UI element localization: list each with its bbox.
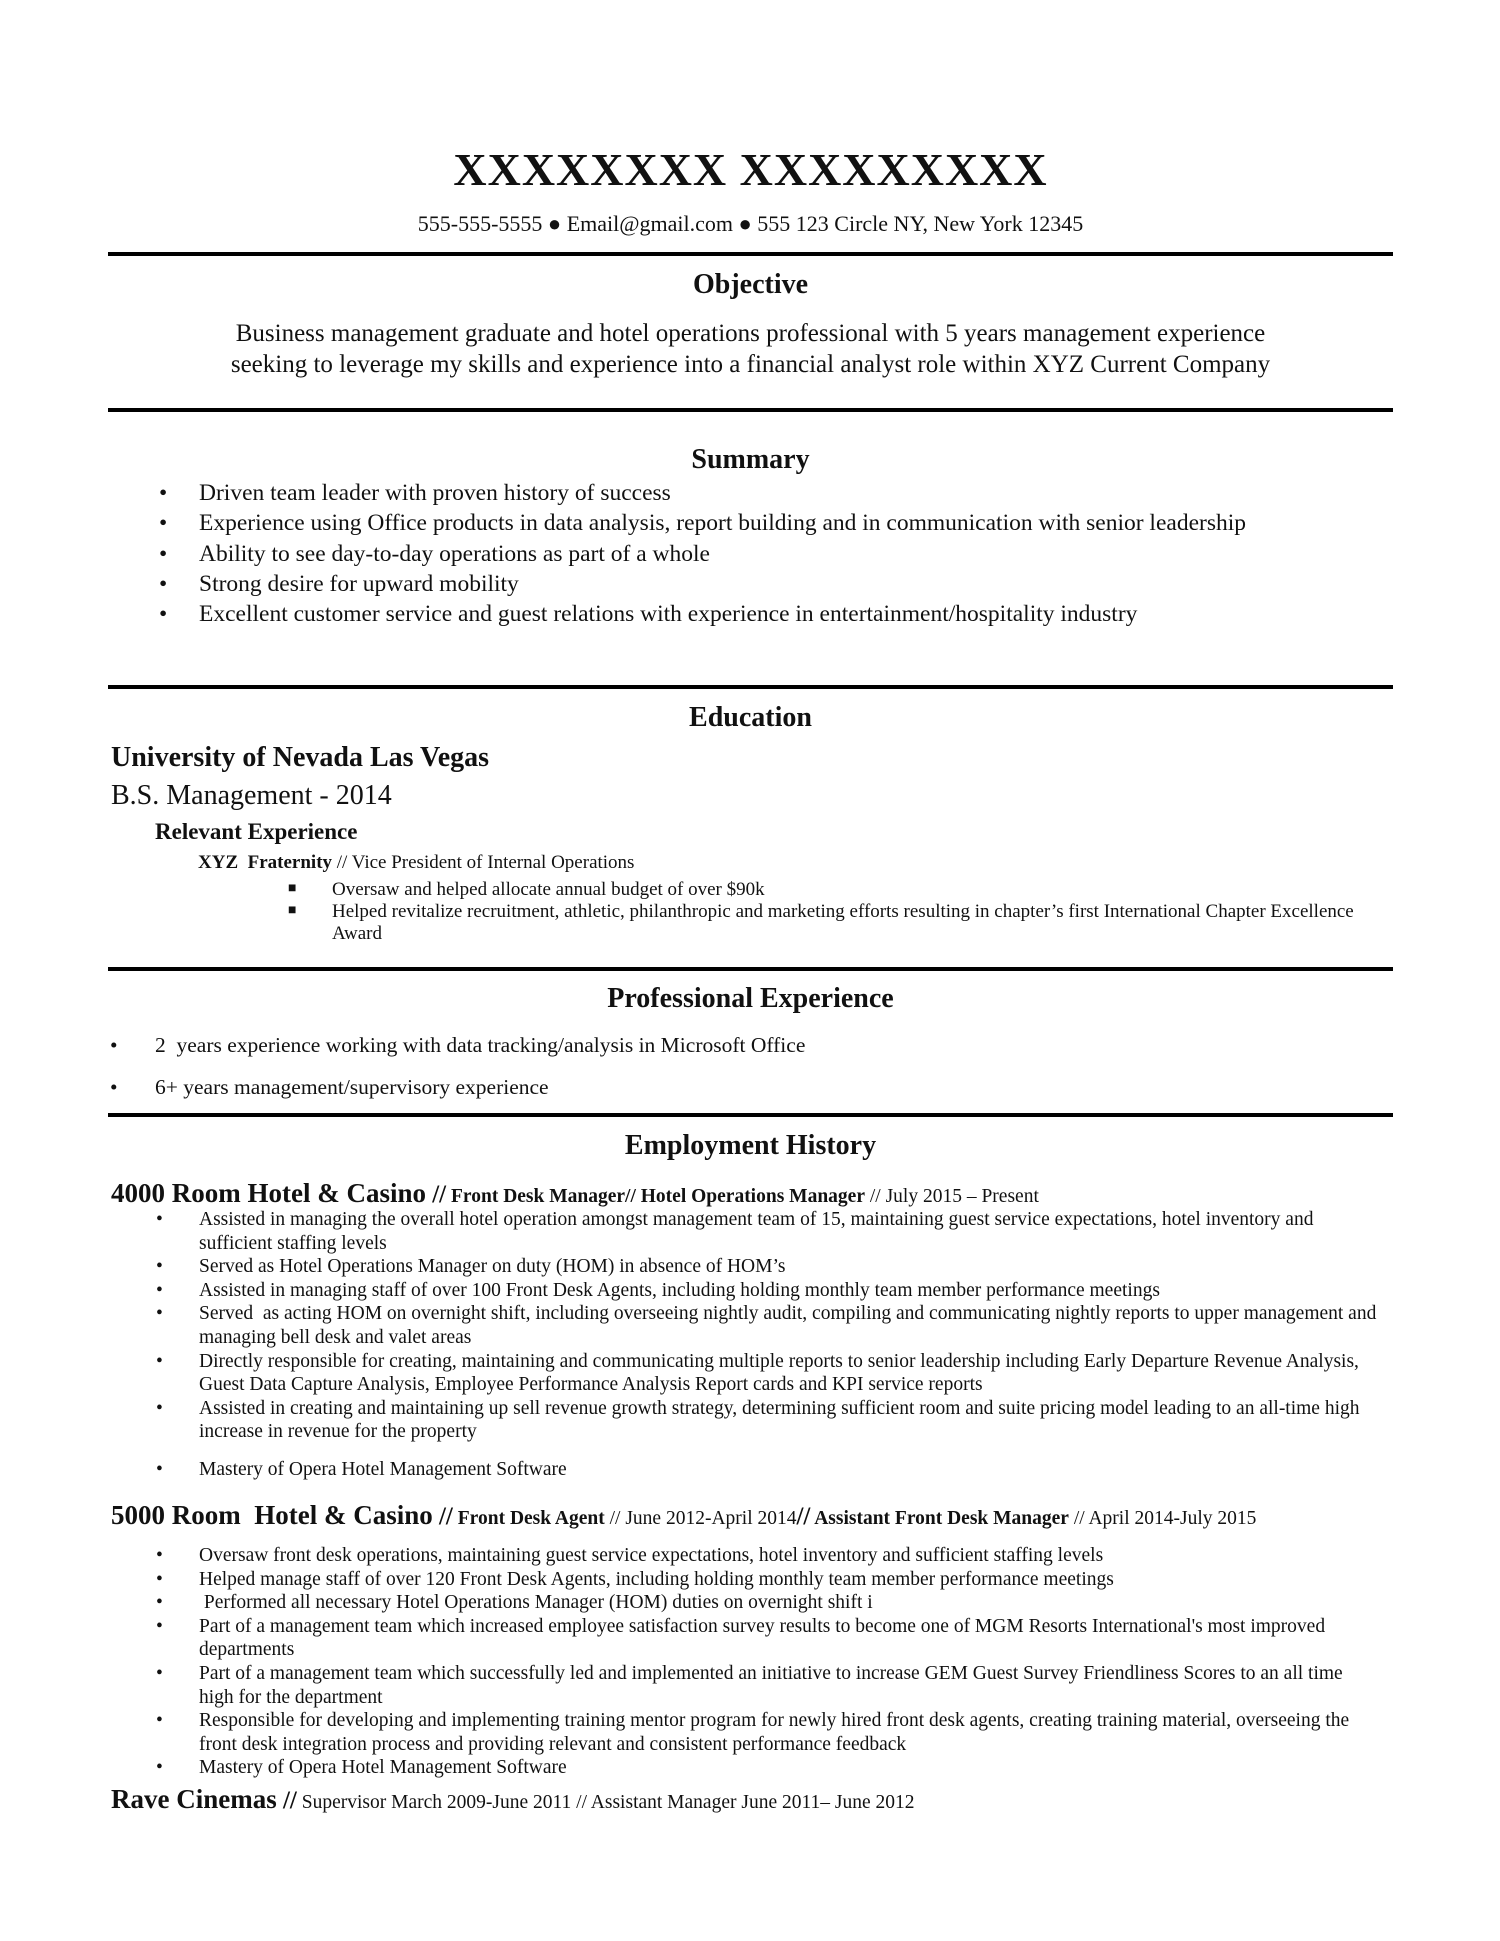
separator: //	[432, 1503, 453, 1530]
list-item	[156, 1544, 1381, 1568]
fraternity-line	[198, 852, 634, 874]
bullet-icon: •	[156, 1757, 163, 1779]
list-item	[156, 1662, 1381, 1709]
candidate-name: XXXXXXXX XXXXXXXXX	[453, 144, 1048, 195]
email: Email@gmail.com	[566, 211, 733, 236]
phone: 555-555-5555	[417, 211, 543, 236]
bullet-icon: •	[159, 480, 168, 506]
bullet-icon: •	[156, 1209, 163, 1230]
bullet-icon: •	[156, 1710, 163, 1732]
list-item-text: Driven team leader with proven history of success	[199, 480, 671, 506]
list-item-text: Responsible for developing and implementing training mentor program for newly hired front desk agents, creating training material, overseeing the front desk integration process and providing relevant and consistent performance feedback	[199, 1710, 1355, 1755]
objective-line: seeking to leverage my skills and experience into a financial analyst role within XYZ Current Company	[230, 351, 1271, 378]
list-item-text: 6+ years management/supervisory experience	[155, 1075, 549, 1099]
job-dates: // July 2015 – Present	[864, 1186, 1039, 1207]
job-header	[111, 1178, 1039, 1212]
list-item	[161, 569, 1381, 599]
job-role: Front Desk Agent	[452, 1508, 605, 1529]
list-item-text: Oversaw and helped allocate annual budget of over $90k	[332, 879, 765, 900]
list-item-text: Performed all necessary Hotel Operations Manager (HOM) duties on overnight shift i	[199, 1592, 873, 1614]
list-item	[161, 539, 1381, 569]
degree: B.S. Management - 2014	[111, 780, 392, 811]
list-item-text: Part of a management team which successfully led and implemented an initiative to increase GEM Guest Survey Friendliness Scores to an all time high for the department	[199, 1662, 1348, 1708]
bullet-icon: •	[110, 1033, 118, 1057]
list-item	[288, 901, 1388, 945]
job-dates: // June 2012-April 2014	[604, 1508, 797, 1529]
bullet-icon: •	[159, 570, 168, 597]
separator: //	[796, 1503, 811, 1530]
bullet-icon: ■	[288, 881, 297, 896]
list-item	[156, 1591, 1381, 1615]
job-duties	[156, 1544, 1381, 1780]
list-item-text: Mastery of Opera Hotel Management Software	[199, 1757, 567, 1779]
bullet-icon: •	[156, 1568, 163, 1590]
list-item	[161, 478, 1381, 508]
bullet-icon: •	[156, 1397, 163, 1419]
summary-list	[161, 478, 1381, 629]
objective-text	[108, 318, 1393, 380]
divider	[108, 252, 1393, 256]
bullet-icon: •	[156, 1279, 163, 1301]
list-item	[156, 1568, 1381, 1592]
list-item-text: Assisted in managing staff of over 100 Front Desk Agents, including holding monthly team member performance meetings	[199, 1279, 1160, 1301]
separator: //	[276, 1787, 297, 1814]
list-item-text: Helped revitalize recruitment, athletic, philanthropic and marketing efforts resulting in chapter’s first International Chapter Excellence Award	[332, 901, 1358, 944]
objective-line: Business management graduate and hotel operations professional with 5 years management experience	[235, 320, 1266, 347]
job-duties	[156, 1208, 1381, 1482]
org-name: XYZ Fraternity	[198, 852, 333, 873]
job-role: Assistant Front Desk Manager	[810, 1508, 1069, 1529]
employment-heading: Employment History	[624, 1130, 877, 1161]
bullet-icon: •	[159, 510, 168, 537]
list-item	[156, 1756, 1381, 1780]
summary-heading: Summary	[691, 444, 810, 475]
bullet-icon: •	[156, 1350, 163, 1372]
list-item-text: Strong desire for upward mobility	[199, 570, 519, 597]
bullet-icon: •	[156, 1662, 163, 1684]
list-item-text: Excellent customer service and guest relations with experience in entertainment/hospitality industry	[199, 601, 1138, 628]
company-name: 4000 Room Hotel & Casino	[111, 1178, 426, 1208]
divider	[108, 1113, 1393, 1117]
list-item	[156, 1709, 1381, 1756]
list-item-text: Experience using Office products in data analysis, report building and in communication with senior leadership	[199, 510, 1247, 537]
relevant-experience-heading: Relevant Experience	[155, 819, 358, 844]
job-details: Supervisor March 2009-June 2011 // Assistant Manager June 2011– June 2012	[296, 1792, 915, 1813]
school-name: University of Nevada Las Vegas	[111, 742, 490, 773]
bullet-icon: •	[159, 540, 168, 567]
list-item-text: Part of a management team which increased employee satisfaction survey results to become one of MGM Resorts International's most improved departments	[199, 1615, 1330, 1661]
list-item	[156, 1350, 1381, 1397]
bullet-icon: •	[156, 1256, 163, 1278]
list-item	[110, 1024, 1310, 1066]
company-name: 5000 Room Hotel & Casino	[111, 1500, 433, 1530]
list-item-text: 2 years experience working with data tracking/analysis in Microsoft Office	[155, 1033, 806, 1057]
company-name: Rave Cinemas	[111, 1784, 277, 1814]
bullet-icon: •	[156, 1592, 163, 1614]
list-item	[156, 1615, 1381, 1662]
list-item	[156, 1458, 1381, 1482]
list-item	[156, 1208, 1381, 1255]
job-header	[111, 1784, 915, 1818]
list-item-text: Ability to see day-to-day operations as part of a whole	[199, 540, 710, 567]
job-header	[111, 1500, 1256, 1534]
list-item	[161, 508, 1381, 538]
list-item-text: Directly responsible for creating, maintaining and communicating multiple reports to senior leadership including Early Departure Revenue Analysis, Guest Data Capture Analysis, Employee Performance Analysis Report cards and KPI service reports	[199, 1350, 1364, 1396]
bullet-icon: •	[156, 1303, 163, 1325]
divider	[108, 685, 1393, 689]
divider	[108, 408, 1393, 412]
list-item	[288, 879, 1388, 901]
list-item-text: Assisted in creating and maintaining up sell revenue growth strategy, determining sufficient room and suite pricing model leading to an all-time high increase in revenue for the property	[199, 1397, 1365, 1443]
list-item	[156, 1279, 1381, 1303]
bullet-icon: ■	[288, 903, 297, 918]
separator-dot: ●	[738, 211, 752, 236]
list-item	[156, 1302, 1381, 1349]
list-item-text: Mastery of Opera Hotel Management Software	[199, 1458, 567, 1480]
job-dates: // April 2014-July 2015	[1068, 1508, 1257, 1529]
list-item	[110, 1066, 1310, 1108]
list-item	[161, 599, 1381, 629]
list-item	[156, 1255, 1381, 1279]
professional-list	[110, 1024, 1310, 1108]
list-item-text: Helped manage staff of over 120 Front Desk Agents, including holding monthly team member performance meetings	[199, 1568, 1114, 1590]
list-item	[156, 1397, 1381, 1444]
fraternity-list	[288, 879, 1388, 945]
job-role: Front Desk Manager// Hotel Operations Manager	[446, 1186, 865, 1207]
bullet-icon: •	[159, 601, 168, 628]
bullet-icon: •	[156, 1458, 163, 1480]
list-item-text: Served as Hotel Operations Manager on duty (HOM) in absence of HOM’s	[199, 1256, 786, 1278]
separator: //	[425, 1181, 447, 1208]
bullet-icon: •	[156, 1545, 163, 1566]
bullet-icon: •	[156, 1615, 163, 1637]
contact-line	[108, 211, 1393, 237]
education-heading: Education	[689, 702, 812, 733]
list-item-text: Assisted in managing the overall hotel operation amongst management team of 15, maintaining guest service expectations, hotel inventory and sufficient staffing levels	[199, 1209, 1319, 1254]
list-item-text: Served as acting HOM on overnight shift, including overseeing nightly audit, compiling and communicating nightly reports to upper management and managing bell desk and valet areas	[199, 1303, 1382, 1348]
divider	[108, 967, 1393, 971]
objective-heading: Objective	[692, 269, 809, 300]
professional-heading: Professional Experience	[607, 983, 894, 1014]
separator-dot: ●	[547, 211, 562, 236]
address: 555 123 Circle NY, New York 12345	[757, 211, 1084, 236]
bullet-icon: •	[110, 1075, 118, 1099]
org-role: // Vice President of Internal Operations	[332, 852, 635, 873]
list-item-text: Oversaw front desk operations, maintaining guest service expectations, hotel inventory and sufficient staffing levels	[199, 1545, 1104, 1566]
